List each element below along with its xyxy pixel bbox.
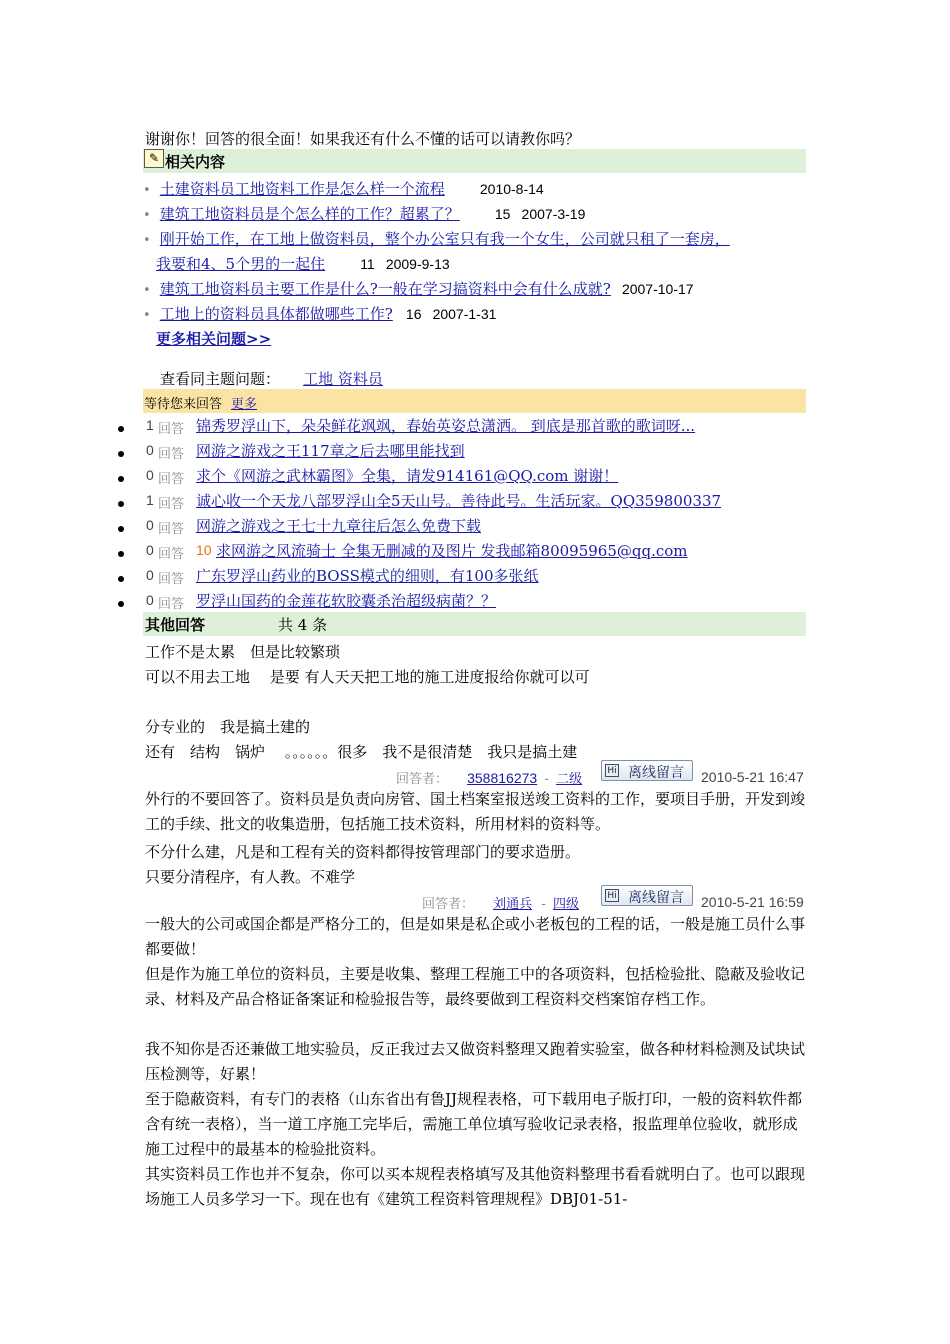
message-icon: Hi: [605, 764, 619, 777]
related-link[interactable]: 工地上的资料员具体都做哪些工作?: [159, 305, 393, 323]
level-separator: -: [544, 772, 549, 787]
responder-label: 回答者：: [422, 897, 475, 912]
topic-row: [160, 368, 383, 389]
responder-row: [422, 893, 579, 912]
related-item-cont: [156, 253, 450, 274]
topic-tags-link[interactable]: 工地 资料员: [303, 370, 383, 388]
offline-message-button[interactable]: [601, 885, 693, 906]
answer-count: 0: [146, 517, 154, 533]
waiting-item: [118, 492, 722, 512]
bullet-icon: •: [143, 283, 151, 298]
related-date: 2007-10-17: [621, 281, 694, 297]
answer-paragraph: 但是作为施工单位的资料员，主要是收集、整理工程施工中的各项资料，包括检验批、隐蔽及验收记录、材料及产品合格证备案证和检验报告等，最终要做到工程资料交档案馆存档工作。: [145, 965, 806, 1008]
answer-count: 0: [146, 542, 154, 558]
other-answers-count: 共 4 条: [278, 616, 328, 634]
question-link[interactable]: 罗浮山国药的金莲花软胶囊杀治超级病菌？？: [196, 592, 497, 610]
other-answers-title: 其他回答: [145, 616, 206, 634]
answer-line: 只要分清程序，有人教。不难学: [145, 868, 356, 886]
answer-paragraph: 一般大的公司或国企都是严格分工的，但是如果是私企或小老板包的工程的话，一般是施工员什么事都要做！: [145, 915, 806, 958]
answer-count: 0: [146, 467, 154, 483]
waiting-item: [118, 542, 688, 562]
responder-row: [396, 768, 582, 787]
bullet-icon: •: [143, 183, 151, 198]
other-answers-header: [143, 612, 806, 636]
bullet-icon: [118, 551, 124, 557]
answer-time: 2010-5-21 16:59: [701, 894, 804, 910]
answer-line: 可以不用去工地 是要 有人天天把工地的施工进度报给你就可以可: [145, 668, 590, 686]
answer-count: 1: [146, 492, 154, 508]
answer-unit: 回答: [158, 447, 185, 462]
question-link[interactable]: 锦秀罗浮山下，朵朵鲜花飒飒，春始英姿总潇洒。 到底是那首歌的歌词呀...: [196, 417, 696, 435]
answer-line: 不分什么建，凡是和工程有关的资料都得按管理部门的要求造册。: [145, 843, 581, 861]
question-link[interactable]: 求个《网游之武林霸图》全集，请发914161@QQ.com 谢谢！: [196, 467, 619, 485]
bullet-icon: [118, 526, 124, 532]
bullet-icon: [118, 501, 124, 507]
answer-unit: 回答: [158, 522, 185, 537]
note-edit-icon: ✎: [144, 149, 164, 168]
bullet-icon: [118, 476, 124, 482]
thanks-line: 谢谢你！回答的很全面！如果我还有什么不懂的话可以请教你吗？: [145, 130, 581, 148]
related-date: 2010-8-14: [479, 181, 544, 197]
bullet-icon: [118, 576, 124, 582]
bullet-icon: •: [143, 308, 151, 323]
waiting-item: [118, 567, 539, 587]
related-count: 15: [494, 206, 511, 222]
question-link[interactable]: 网游之游戏之王117章之后去哪里能找到: [196, 442, 465, 460]
answer-unit: 回答: [158, 472, 185, 487]
offline-message-label: 离线留言: [628, 890, 684, 906]
offline-message-label: 离线留言: [628, 765, 684, 781]
message-icon: Hi: [605, 889, 619, 902]
related-item: [143, 228, 730, 249]
related-item: [143, 203, 585, 224]
waiting-item: [118, 442, 465, 462]
responder-user-link[interactable]: 刘通兵: [493, 897, 533, 912]
waiting-item: [118, 467, 619, 487]
level-separator: -: [541, 897, 546, 912]
question-link[interactable]: 诚心收一个天龙八部罗浮山全5天山号。善待此号。生活玩家。QQ359800337: [196, 492, 722, 510]
related-link[interactable]: 建筑工地资料员是个怎么样的工作？超累了？: [159, 205, 460, 223]
bullet-icon: [118, 601, 124, 607]
related-item: [143, 303, 496, 324]
question-link[interactable]: 求网游之风流骑士 全集无删减的及图片 发我邮箱80095965@qq.com: [216, 542, 688, 560]
related-title: 相关内容: [165, 153, 226, 171]
waiting-item: [118, 517, 482, 537]
answer-line: 还有 结构 锅炉 。。。。。。很多 我不是很清楚 我只是搞土建: [145, 743, 578, 761]
bullet-icon: [118, 451, 124, 457]
reward-points: 10: [196, 542, 212, 558]
waiting-title: 等待您来回答: [144, 397, 223, 412]
answer-unit: 回答: [158, 597, 185, 612]
question-link[interactable]: 网游之游戏之王七十九章往后怎么免费下载: [196, 517, 482, 535]
answer-paragraph: 至于隐蔽资料，有专门的表格（山东省出有鲁JJ规程表格，可下载用电子版打印，一般的资料软件都含有统一表格），当一道工序施工完毕后，需施工单位填写验收记录表格，报监理单位验收，就形成施工过程中的最基本的检验批资料。: [145, 1090, 803, 1158]
waiting-item: [118, 417, 696, 437]
answer-paragraph: 其实资料员工作也并不复杂，你可以买本规程表格填写及其他资料整理书看看就明白了。也可以跟现场施工人员多学习一下。现在也有《建筑工程资料管理规程》DBJ01-51-: [145, 1165, 806, 1208]
related-item: [143, 278, 694, 299]
answer-line: 分专业的 我是搞土建的: [145, 718, 311, 736]
responder-level-link[interactable]: 二级: [556, 772, 583, 787]
answer-unit: 回答: [158, 572, 185, 587]
answer-paragraph: 外行的不要回答了。资料员是负责向房管、国土档案室报送竣工资料的工作，要项目手册，开发到竣工的手续、批文的收集造册，包括施工技术资料，所用材料的资料等。: [145, 790, 806, 833]
answer-line: 工作不是太累 但是比较繁琐: [145, 643, 341, 661]
answer-unit: 回答: [158, 547, 185, 562]
answer-count: 0: [146, 567, 154, 583]
bullet-icon: [118, 426, 124, 432]
related-link[interactable]: 刚开始工作，在工地上做资料员，整个办公室只有我一个女生，公司就只租了一套房，: [159, 230, 730, 248]
related-link[interactable]: 土建资料员工地资料工作是怎么样一个流程: [159, 180, 445, 198]
related-date: 2007-3-19: [521, 206, 586, 222]
answer-time: 2010-5-21 16:47: [701, 769, 804, 785]
responder-label: 回答者：: [396, 772, 449, 787]
related-count: 16: [405, 306, 422, 322]
related-item: [143, 178, 544, 199]
topic-label: 查看同主题问题：: [160, 370, 281, 388]
waiting-header: [143, 389, 806, 413]
waiting-item: [118, 592, 497, 612]
related-link[interactable]: 建筑工地资料员主要工作是什么?一般在学习搞资料中会有什么成就?: [159, 280, 611, 298]
responder-user-link[interactable]: 358816273: [467, 770, 538, 786]
related-header: [143, 149, 806, 173]
related-count: 11: [360, 256, 375, 272]
answer-paragraph: 我不知你是否还兼做工地实验员，反正我过去又做资料整理又跑着实验室，做各种材料检测及试块试压检测等，好累！: [145, 1040, 806, 1083]
more-related-link[interactable]: 更多相关问题>>: [156, 330, 272, 348]
related-link[interactable]: 我要和4、5个男的一起住: [156, 255, 326, 273]
answer-count: 0: [146, 442, 154, 458]
bullet-icon: •: [143, 208, 151, 223]
answer-unit: 回答: [158, 497, 185, 512]
related-date: 2007-1-31: [432, 306, 497, 322]
question-link[interactable]: 广东罗浮山药业的BOSS模式的细则，有100多张纸: [196, 567, 539, 585]
waiting-more-link[interactable]: 更多: [231, 397, 258, 412]
related-date: 2009-9-13: [385, 256, 450, 272]
offline-message-button[interactable]: [601, 760, 693, 781]
answer-count: 0: [146, 592, 154, 608]
answer-unit: 回答: [158, 422, 185, 437]
responder-level-link[interactable]: 四级: [553, 897, 580, 912]
bullet-icon: •: [143, 233, 151, 248]
answer-count: 1: [146, 417, 154, 433]
